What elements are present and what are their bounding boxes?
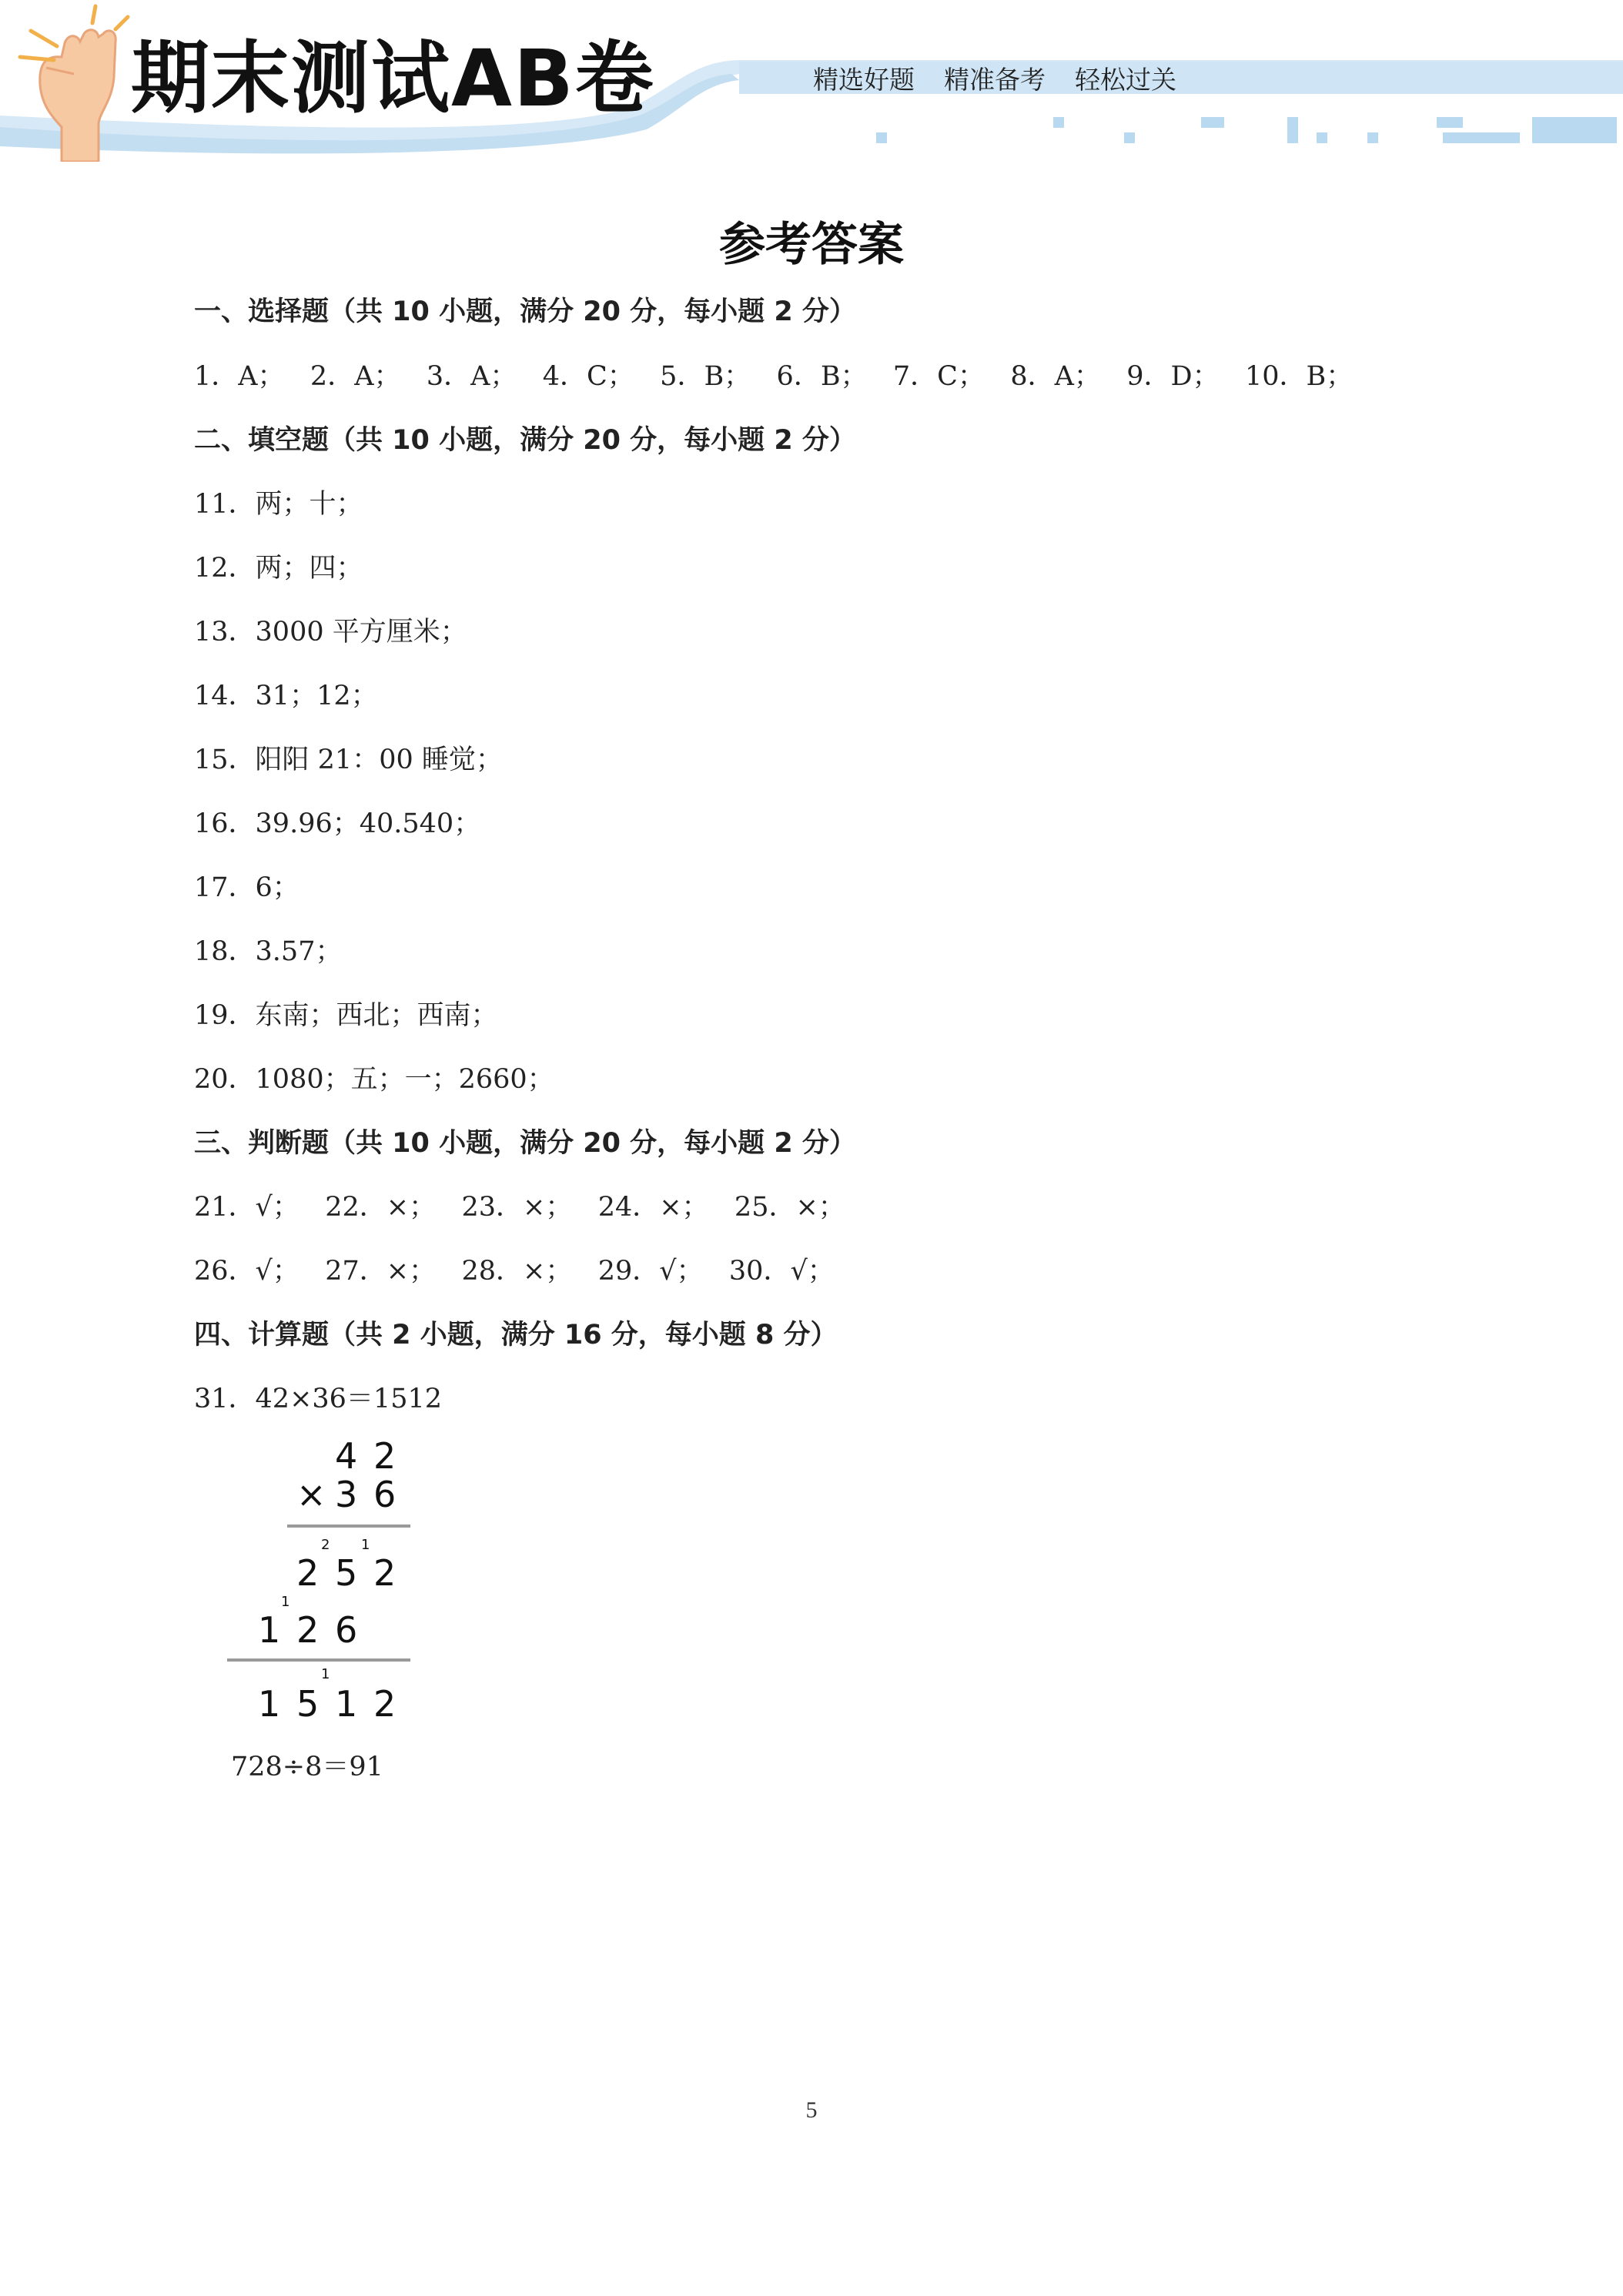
slogan-1: 精选好题 bbox=[813, 65, 915, 95]
carry-digit: 1 bbox=[361, 1537, 370, 1553]
answer-item: 11．两；十； bbox=[194, 489, 363, 520]
slogan-2: 精准备考 bbox=[944, 65, 1046, 95]
calc-answer-31: 31．42×36＝1512 bbox=[194, 1384, 443, 1414]
carry-digit: 1 bbox=[321, 1666, 330, 1682]
answer-item: 15．阳阳 21：00 睡觉； bbox=[194, 745, 503, 775]
decor-square bbox=[1532, 117, 1617, 143]
digit: 1 bbox=[258, 1609, 281, 1651]
digit: 3 bbox=[335, 1474, 358, 1515]
digit: 2 bbox=[373, 1435, 397, 1477]
digit: 6 bbox=[335, 1609, 358, 1651]
multiple-choice-answers: 1．A； 2．A； 3．A； 4．C； 5．B； 6．B； 7．C； 8．A； 9．D； 10．B； bbox=[194, 361, 1354, 392]
answer-item: 18．3.57； bbox=[194, 936, 343, 967]
answer-item: 13．3000 平方厘米； bbox=[194, 617, 467, 648]
page-number: 5 bbox=[805, 2097, 818, 2123]
section-heading-multiple-choice: 一、选择题（共 10 小题，满分 20 分，每小题 2 分） bbox=[194, 296, 856, 327]
calc-answer-division: 728÷8＝91 bbox=[231, 1752, 383, 1782]
multiply-sign: × bbox=[296, 1474, 326, 1515]
decor-square bbox=[1443, 132, 1520, 143]
answer-item: 17．6； bbox=[194, 872, 300, 903]
slogan-3: 轻松过关 bbox=[1075, 65, 1176, 95]
digit: 2 bbox=[373, 1683, 397, 1725]
decor-square bbox=[1053, 117, 1064, 128]
section-heading-calculation: 四、计算题（共 2 小题，满分 16 分，每小题 8 分） bbox=[194, 1320, 838, 1350]
answer-item: 20．1080；五；一；2660； bbox=[194, 1064, 554, 1095]
decor-square bbox=[876, 132, 887, 143]
digit: 5 bbox=[335, 1552, 358, 1594]
true-false-answers-row-2: 26．√； 27．×； 28．×； 29．√； 30．√； bbox=[194, 1256, 835, 1287]
decor-square bbox=[1367, 132, 1378, 143]
page-title: 参考答案 bbox=[719, 218, 904, 272]
decor-square bbox=[1437, 117, 1463, 128]
slogan-bar bbox=[813, 60, 1176, 96]
digit: 2 bbox=[373, 1552, 397, 1594]
calc-rule bbox=[287, 1525, 410, 1528]
digit: 2 bbox=[296, 1609, 320, 1651]
digit: 5 bbox=[296, 1683, 320, 1725]
digit: 1 bbox=[335, 1683, 358, 1725]
section-heading-true-false: 三、判断题（共 10 小题，满分 20 分，每小题 2 分） bbox=[194, 1128, 856, 1159]
brand-title: 期末测试AB卷 bbox=[131, 33, 655, 125]
vertical-multiplication bbox=[227, 1432, 420, 1732]
decor-square bbox=[1124, 132, 1135, 143]
answer-item: 19．东南；西北；西南； bbox=[194, 1000, 498, 1031]
digit: 6 bbox=[373, 1474, 397, 1515]
answer-item: 16．39.96；40.540； bbox=[194, 808, 481, 839]
calc-rule bbox=[227, 1658, 410, 1662]
section-heading-fill-blank: 二、填空题（共 10 小题，满分 20 分，每小题 2 分） bbox=[194, 425, 856, 456]
answer-item: 12．两；四； bbox=[194, 553, 363, 584]
decor-square bbox=[1317, 132, 1327, 143]
digit: 2 bbox=[296, 1552, 320, 1594]
carry-digit: 2 bbox=[321, 1537, 330, 1553]
true-false-answers-row-1: 21．√； 22．×； 23．×； 24．×； 25．×； bbox=[194, 1192, 845, 1223]
digit: 1 bbox=[258, 1683, 281, 1725]
carry-digit: 1 bbox=[281, 1594, 290, 1610]
digit: 4 bbox=[335, 1435, 358, 1477]
decor-square bbox=[1201, 117, 1224, 128]
decor-square bbox=[1287, 117, 1298, 143]
answer-item: 14．31；12； bbox=[194, 681, 378, 711]
header-banner bbox=[0, 0, 1623, 162]
